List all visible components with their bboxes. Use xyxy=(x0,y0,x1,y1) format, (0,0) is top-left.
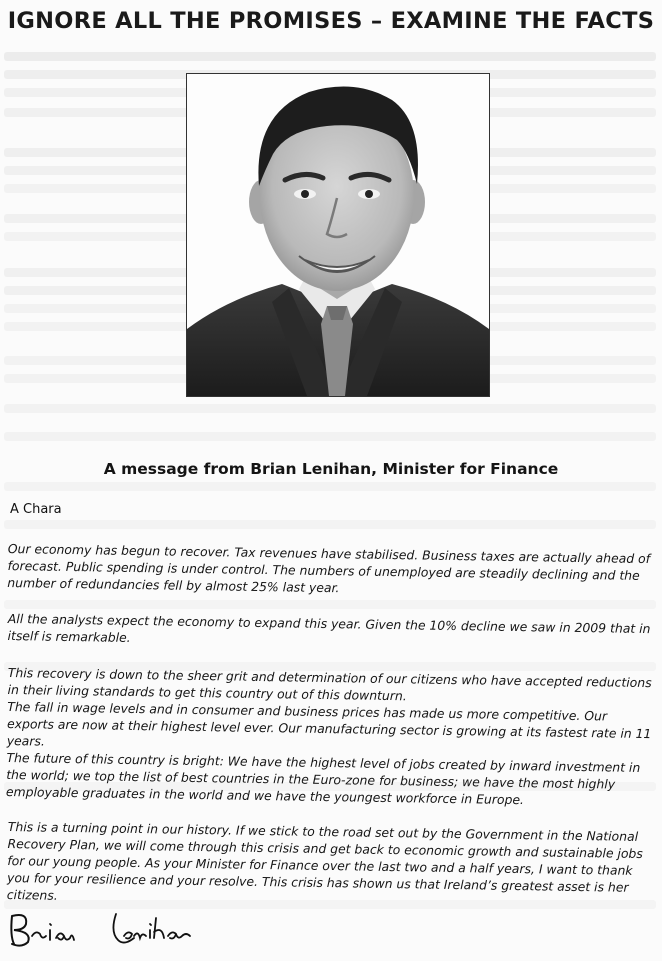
show-through-line xyxy=(4,404,656,413)
paragraph-5: The future of this country is bright: We have the highest level of jobs created by inward investment in the world; we top the list of best countries in the Euro-zone for business; we have the most highly employable graduates in the world and we have the youngest workforce in Europe. xyxy=(5,749,641,808)
paragraph-1: Our economy has begun to recover. Tax revenues have stabilised. Business taxes are actually ahead of forecast. Public spending is under control. The numbers of unemployed are steadily declining and the number of redundancies fell by almost 25% last year. xyxy=(7,540,651,596)
portrait-photo xyxy=(186,73,490,397)
show-through-line xyxy=(4,600,656,609)
letter-paragraph xyxy=(7,540,656,601)
paragraph-2: All the analysts expect the economy to expand this year. Given the 10% decline we saw in 2009 that in itself is remarkable. xyxy=(7,610,651,645)
page-headline: IGNORE ALL THE PROMISES – EXAMINE THE FACTS xyxy=(7,8,655,34)
paragraph-4: The fall in wage levels and in consumer and business prices has made us more competitive. Our exports are now at their highest level ever. Our manufacturing sector is growing at its fastest rate in 11 years. xyxy=(6,698,652,749)
show-through-line xyxy=(4,482,656,491)
signature-drawing xyxy=(6,906,206,956)
portrait-illustration xyxy=(187,74,489,396)
letter-paragraph xyxy=(6,664,656,810)
show-through-line xyxy=(4,520,656,529)
letter-paragraph xyxy=(7,818,656,913)
paragraph-3: This recovery is down to the sheer grit and determination of our citizens who have accepted reductions in their living standards to get this country out of this downturn. xyxy=(7,664,652,704)
show-through-line xyxy=(4,432,656,441)
handwritten-signature xyxy=(6,906,206,960)
salutation: A Chara xyxy=(10,502,62,517)
paragraph-6: This is a turning point in our history. If we stick to the road set out by the Government in the National Recovery Plan, we will come through this crisis and get back to economic growth and sustainable jobs for our young people. As your Minister for Finance over the last two and a half years, I want to thank you for your resilience and your resolve. This crisis has shown us that Ireland’s greatest asset is her citizens. xyxy=(6,818,643,903)
show-through-line xyxy=(4,52,656,61)
message-title: A message from Brian Lenihan, Minister for Finance xyxy=(103,460,559,478)
letter-paragraph xyxy=(7,610,655,654)
